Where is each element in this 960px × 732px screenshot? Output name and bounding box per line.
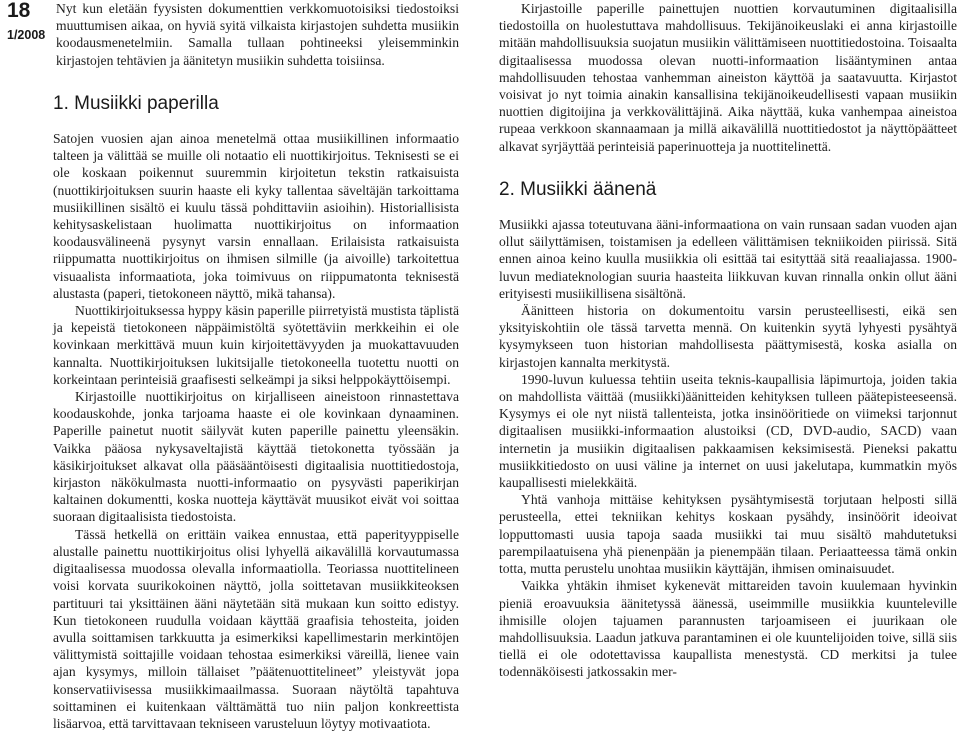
intro-paragraph: Nyt kun eletään fyysisten dokumenttien verkkomuotoisiksi tiedostoiksi muuttumisen aikaa, on hyviä syitä vilkaista kirjastojen suhdetta musiikin koodausmenetelmiin. Samalla tullaan pohtineeksi yleisemminkin kirjastojen tehtävien ja äänitetyn musiikin suhdetta toisiinsa. [56,1,459,68]
left-column [53,0,459,732]
paragraph: Nuottikirjoituksessa hyppy käsin paperille piirretyistä mustista täplistä ja kepeistä tietokoneen näppäimistöltä syötettäviin merkkeihin ei ole kovinkaan merkittävä muun kuin kirjoitettävyyden ja muokattavuuden kannalta. Nuottikirjoituksen lukitsijalle tietokoneella tuotettu nuotti on korkeintaan perinteisiä graafisesti selkeämpi ja siksi helppokäyttöisempi. [53,303,459,387]
paragraph: Yhtä vanhoja mittäise kehityksen pysähtymisestä torjutaan helposti sillä perusteella, ettei tekniikan kehitys koskaan pysähdy, insinöörit ideoivat lopputtomasti uusia tapoja saada musiikki tai muu sisältö mahdutetuksi parempilaatuisena yhä pienenpään ja pienempään tilaan. Periaatteessa tämä onkin totta, mutta perustelu unohtaa musiikin käyttäjän, ihmisen ominaisuudet. [499,492,957,577]
section-heading-1: 1. Musiikki paperilla [53,92,219,114]
paragraph: Vaikka yhtäkin ihmiset kykenevät mittareiden tavoin kuulemaan hyvinkin pieniä eroavuuksia äänitetyssä äänessä, useimmille musiikkia kuunteleville ihmisille olojen tajuamen parannusten tarjoamiseen ei juurikaan ole mahdollisuuksia. Laadun jatkuva parantaminen ei ole kuuntelijoiden toive, sillä siis tiellä ei ole odotettavissa kaupallista menestystä. CD merkitsi ja tulee todennäköisesti jatkossakin mer- [499,578,957,680]
issue-label: 1/2008 [7,28,46,42]
paragraph: Kirjastoille paperille painettujen nuottien korvautuminen digitaalisilla tiedostoilla on huolestuttava mahdollisuus. Tekijänoikeuslaki ei anna kirjastoille mitään mahdollisuuksia suojatun musiikin välittämiseen nuottitiedostoina. Toisaalta digitaalisessa muodossa olevan nuotti-informaation lisääntyminen antaa mahdollisuuden tehostaa vanhemman aineiston käyttöä ja saatavuutta. Kirjastot voisivat jo nyt toimia ainakin kansallisina tekijänoikeudellisesti vapaan musiikin nuottien digitoijina ja verkkovälittäjinä. Aika näyttää, kuka vanhempaa aineistoa rupeaa verkkoon skannaamaan ja millä aikavälillä nuottitiedostot ja näyttöpäätteet alkavat syrjäyttää perinteisiä paperinuotteja ja nuottitelinettä. [499,1,957,154]
paragraph: Satojen vuosien ajan ainoa menetelmä ottaa musiikillinen informaatio talteen ja välittää se muille oli notaatio eli nuottikirjoitus. Teknisesti se ei ole koskaan poikennut suuremmin kirjoitetun tekstin ratkaisuista (nuottikirjoituksen suurin haaste eli kyky tallentaa säveltäjän tarkoittama musiikillinen sisältö ei kuulu tässä pohdittaviin asioihin). Historiallisista kehitysaskelistaan huolimatta nuottikirjoitus on informaation koodausvälineenä pysynyt varsin ennallaan. Erilaisista ratkaisuista riippumatta nuottikirjoitus on ihmisen silmille (ja aivoille) tarkoitettua visuaalista informaatiota, joka toimivuus on riippumatonta teknisestä alustasta (paperi, tietokoneen näyttö, mikä tahansa). [53,131,459,301]
right-column [499,0,957,681]
paragraph: 1990-luvun kuluessa tehtiin useita teknis-kaupallisia läpimurtoja, joiden takia on mahdollista väittää (musiikki)äänitteiden kehityksen tulleen päätepisteeseensä. Kysymys ei ole nyt niistä tallenteista, jotka insinööritiede on viimeksi tarjonnut digitaalisen musiikki-informaation alustoiksi (CD, DVD-audio, SACD) vaan internetin ja musiikin digitaalisen pakkaamisen keksimisestä. Pieneksi pakattu musiikkitiedosto on uusi väline ja internet on uusi jakelutapa, kummatkin myös kaupallisesti mielekkäitä. [499,371,957,491]
page-number: 18 [7,0,31,22]
paragraph: Tässä hetkellä on erittäin vaikea ennustaa, että paperityyppiselle alustalle painettu nuottikirjoitus olisi lyhyellä aikavälillä korvautumassa digitaalisessa muodossa olevalla informaatiolla. Teoriassa nuottitelineen voisi korvata suurikokoinen näyttö, jolla soittetavan musiikkiteoksen partituuri tai yksittäinen ääni näytetään sitä mukaan kun soitto edistyy. Kun tietokoneen ruudulla voidaan käyttää graafisia tehosteita, joiden avulla soittamisen tarkkuutta ja esimerkiksi kapellimestarin merkintöjen välittymistä soittajille voidaan tehostaa esimerkiksi väreillä, lienee vain ajan kysymys, milloin tällaiset ”päätenuottitelineet” yleistyvät jopa konservatiivisessa musiikkimaailmassa. Suoraan näytöltä tapahtuva soittaminen ei kuitenkaan välttämättä tuo niin paljon konkreettista lisäarvoa, että tarvittavaan tekniseen varusteluun löytyy motivaatiota. [53,526,459,731]
paragraph: Kirjastoille nuottikirjoitus on kirjalliseen aineistoon rinnastettava koodauskohde, jonka tarjoama haaste ei ole kovinkaan dynaaminen. Paperille painetut nuotit säilyvät kuten paperille painettu yleensäkin. Vaikka pääosa nykysaveltajistä käyttää tietokonetta työssään ja käsikirjoitukset alkavat olla pääsääntöisesti digitaalisia nuottitiedostoja, kirjaston näkökulmasta nuotti-informaatio on pysyvästi paperikirjan kaltainen dokumentti, koska nuotteja käyttävät muusikot eivät voi soittaa suoraan digitaalisista tiedostoista. [53,389,459,525]
paragraph: Musiikki ajassa toteutuvana ääni-informaationa on vain runsaan sadan vuoden ajan ollut säilyttämisen, toistamisen ja edelleen välittämisen tekniikoiden piirissä. Sitä ennen ainoa keino kuulla musiikkia oli esittää tai esityttää sitä reaaliajassa. 1900-luvun mediateknologian suuria haasteita liikkuvan kuvan rinnalla onkin ollut ääni erityisesti musiikillisena sisältönä. [499,217,957,301]
section-heading-2: 2. Musiikki äänenä [499,178,657,200]
paragraph: Äänitteen historia on dokumentoitu varsin perusteellisesti, eikä sen yksityiskohtiin ole tässä tarvetta mennä. On kuitenkin syytä lyhyesti pysähtyä kysymykseen tuon historian mahdollisesta päättymisestä, koska asialla on kirjastojen kannalta merkitystä. [499,303,957,370]
page-number-block [7,0,45,43]
